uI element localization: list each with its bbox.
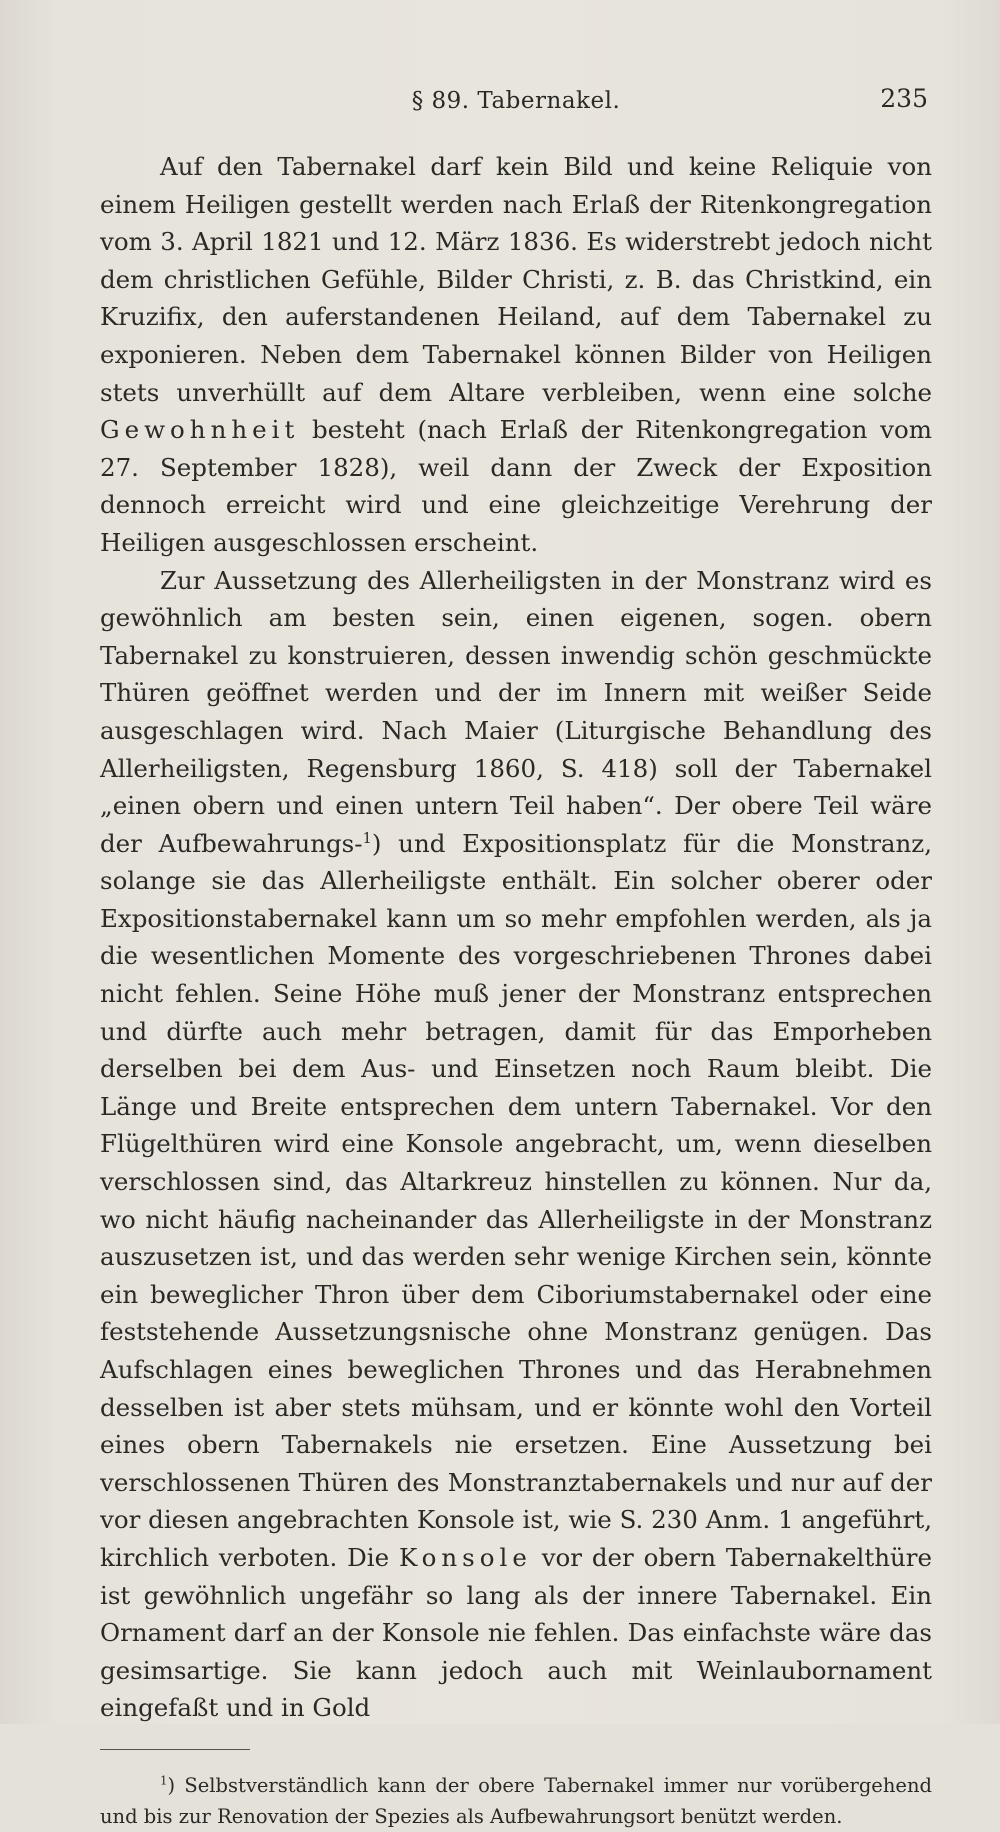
footnote-text: ) Selbstverständlich kann der obere Tabernakel immer nur vorübergehend und bis zur Renovation der Spezies als Aufbewahrungsort benützt werden. [100,1773,932,1828]
page-header [100,84,932,128]
page-number: 235 [880,84,928,113]
paragraph-1-text-a: Auf den Tabernakel darf kein Bild und keine Reliquie von einem Heiligen gestellt werden nach Erlaß der Ritenkongregation vom 3. April 1821 und 12. März 1836. Es widerstrebt jedoch nicht dem christlichen Gefühle, Bilder Christi, z. B. das Christkind, ein Kruzifix, den auferstandenen Heiland, auf dem Tabernakel zu exponieren. Neben dem Tabernakel können Bilder von Heiligen stets unverhüllt auf dem Altare verbleiben, wenn eine solche [100,152,932,407]
paragraph-1 [100,148,932,562]
emphasis-konsole: Konsole [399,1542,532,1572]
footnote [100,1770,932,1832]
paragraph-1-text-b: besteht (nach Erlaß der Ritenkongregation vom 27. September 1828), weil dann der Zweck der Exposition dennoch erreicht wird und eine gleichzeitige Verehrung der Heiligen ausgeschlossen erscheint. [100,415,932,557]
paragraph-2 [100,562,932,1727]
footnote-divider [100,1749,250,1750]
paragraph-2-text-c: vor der obern Tabernakelthüre ist gewöhnlich ungefähr so lang als der innere Tabernakel. Ein Ornament darf an der Konsole nie fehlen. Das einfachste wäre das gesimsartige. Sie kann jedoch auch mit Weinlaubornament eingefaßt und in Gold [100,1542,932,1723]
running-title: § 89. Tabernakel. [411,88,621,114]
body-text [100,148,932,1727]
paragraph-2-text-b: ) und Expositionsplatz für die Monstranz, solange sie das Allerheiligste enthält. Ein solcher oberer oder Expositionstabernakel kann um so mehr empfohlen werden, als ja die wesentlichen Momente des vorgeschriebenen Thrones dabei nicht fehlen. Seine Höhe muß jener der Monstranz entsprechen und dürfte auch mehr betragen, damit für das Emporheben derselben bei dem Aus- und Einsetzen noch Raum bleibt. Die Länge und Breite entsprechen dem untern Tabernakel. Vor den Flügelthüren wird eine Konsole angebracht, um, wenn dieselben verschlossen sind, das Altarkreuz hinstellen zu können. Nur da, wo nicht häufig nacheinander das Allerheiligste in der Monstranz auszusetzen ist, und das werden sehr wenige Kirchen sein, könnte ein beweglicher Thron über dem Ciboriumstabernakel oder eine feststehende Aussetzungsnische ohne Monstranz genügen. Das Aufschlagen eines beweglichen Thrones und das Herabnehmen desselben ist aber stets mühsam, und er könnte wohl den Vorteil eines obern Tabernakels nie ersetzen. Eine Aussetzung bei verschlossenen Thüren des Monstranztabernakels und nur auf der vor diesen angebrachten Konsole ist, wie S. 230 Anm. 1 angeführt, kirchlich verboten. Die [100,828,932,1572]
emphasis-gewohnheit: Gewohnheit [100,415,300,445]
footnote-marker: 1 [160,1773,168,1788]
footnote-reference[interactable]: 1 [362,829,372,847]
paragraph-2-text-a: Zur Aussetzung des Allerheiligsten in der Monstranz wird es gewöhnlich am besten sein, einen eigenen, sogen. obern Tabernakel zu konstruieren, dessen inwendig schön geschmückte Thüren geöffnet werden und der im Innern mit weißer Seide ausgeschlagen wird. Nach Maier (Liturgische Behandlung des Allerheiligsten, Regensburg 1860, S. 418) soll der Tabernakel „einen obern und einen untern Teil haben“. Der obere Teil wäre der Aufbewahrungs- [100,565,932,858]
